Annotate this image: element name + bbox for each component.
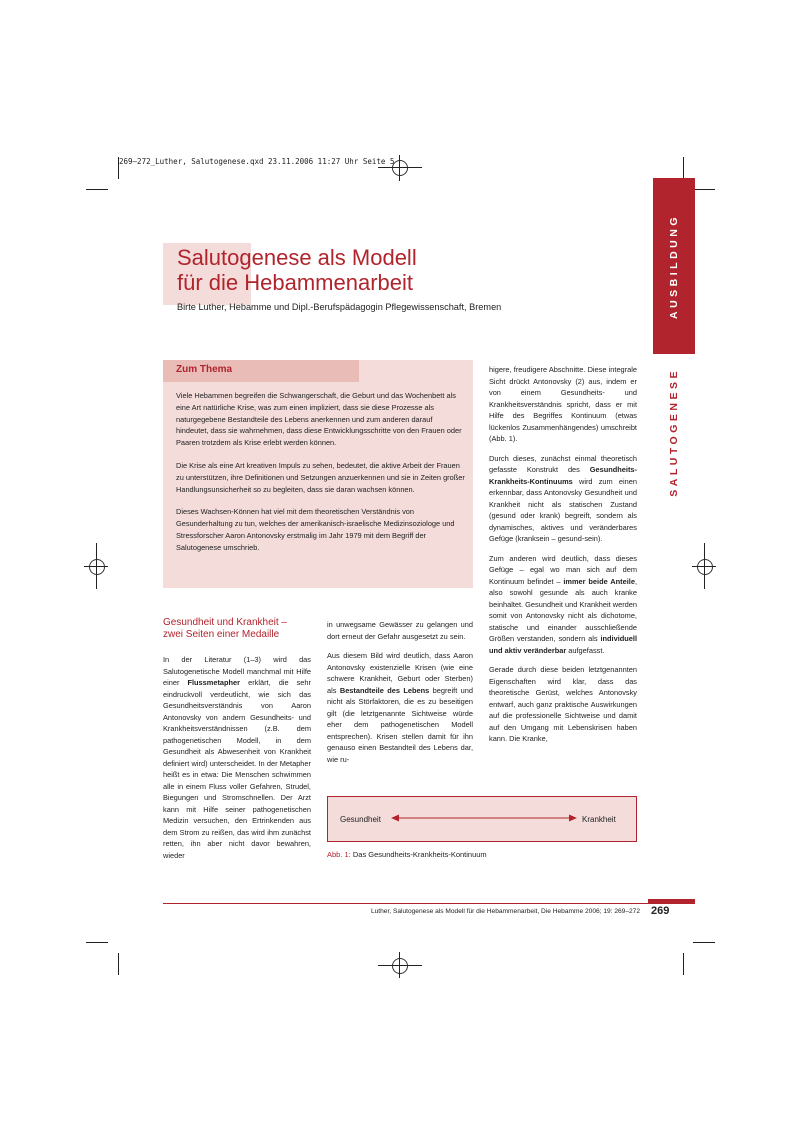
zum-thema-body bbox=[176, 390, 466, 565]
zum-thema-heading: Zum Thema bbox=[176, 364, 233, 375]
article-title bbox=[177, 245, 417, 295]
text-run: wird zum einen erkennbar, dass Antonovsky Gesundheit und Krankheit nicht als statischen Zustand (gesund oder krank) begreift, sondern als dynamisches, aktives und veränderbares Gefüge (kranksein – gesund-sein). bbox=[489, 476, 637, 543]
bold-term: Gesundheits-Krankheits-Kontinuums bbox=[489, 465, 637, 486]
zum-thema-paragraph: Die Krise als eine Art kreativen Impuls zu sehen, bedeutet, die aktive Arbeit der Frauen zu unterstützen, ihre Definitionen und Setzungen anzuerkennen und sie in Zeiten großer Handlungsunsicherheit so zu begleiten, dass sie daran wachsen können. bbox=[176, 460, 465, 494]
zum-thema-box bbox=[163, 360, 473, 588]
bold-term: individuell und aktiv veränderbar bbox=[489, 634, 637, 655]
body-paragraph: Gerade durch diese beiden letztgenannten Eigenschaften wird klar, dass das theoretische Gerüst, welches Antonovsky entwarf, auch ganz praktische Auswirkungen auf die professionelle Sichtweise und damit auf den Umgang mit Lebenskrisen haben kann. Die Kranke, bbox=[489, 665, 637, 743]
print-slug: 269–272_Luther, Salutogenese.qxd 23.11.2006 11:27 Uhr Seite 5 bbox=[119, 157, 395, 166]
text-run: begreift und nicht als Störfaktoren, die es zu beseitigen gilt (die letztgenannte Sichtweise würde eher dem pathogenetischen Modell entsprechen). Krisen stellen damit für ihn genauso einen Bestandteil des Lebens dar, wie ru- bbox=[327, 685, 473, 764]
section-heading bbox=[163, 617, 323, 641]
body-column-3 bbox=[489, 364, 637, 753]
tab-label-ausbildung: AUSBILDUNG bbox=[668, 213, 680, 319]
zum-thema-header bbox=[163, 360, 359, 382]
bold-term: Flussmetapher bbox=[187, 678, 241, 687]
text-run: Aus diesem Bild wird deutlich, dass Aaron Antonovsky existenzielle Krisen (wie eine schwere Krankheit, Geburt oder Sterben) als bbox=[327, 651, 473, 695]
double-arrow-icon bbox=[391, 811, 577, 825]
text-run: aufgefasst. bbox=[566, 645, 605, 655]
zum-thema-paragraph: Viele Hebammen begreifen die Schwangerschaft, die Geburt und das Wochenbett als eine Art natürliche Krise, was zum einen impliziert, dass sie diese Prozesse als naturgegebene Bestandteile des Lebens anerkennen und zum anderen darauf hindeutet, dass sie wahrnehmen, dass diese Entwicklungsschritte von den Frauen oder Paaren trotzdem als Krise erlebt werden können. bbox=[176, 391, 462, 448]
author-byline: Birte Luther, Hebamme und Dipl.-Berufspädagogin Pflegewissenschaft, Bremen bbox=[177, 302, 502, 312]
body-column-1 bbox=[163, 654, 311, 869]
text-run: , also sowohl gesunde als auch kranke beinhaltet. Gesundheit und Krankheit werden somit von Antonovsky nicht als dichotome, statische und einander ausschließende Größen verstanden, sondern als bbox=[489, 576, 637, 643]
body-paragraph bbox=[489, 553, 637, 657]
text-run: Zum anderen wird deutlich, dass dieses Gefüge – egal wo man sich auf dem Kontinuum befindet – bbox=[489, 553, 637, 586]
bold-term: Bestandteile des Lebens bbox=[339, 685, 430, 695]
body-column-2 bbox=[327, 619, 473, 773]
figure-caption bbox=[327, 850, 487, 859]
title-line-2: für die Hebammenarbeit bbox=[177, 270, 414, 295]
footer-rule bbox=[163, 903, 695, 904]
body-paragraph: higere, freudigere Abschnitte. Diese integrale Sicht drückt Antonovsky (2) aus, indem er von einem Gesundheits- und Krankheitsverständnis spricht, dass er mit Hilfe des Begriffes Kontinuum (etwas lückenlos Zusammenhängendes) umschreibt (Abb. 1). bbox=[489, 365, 637, 443]
footer-accent-block bbox=[648, 899, 695, 904]
title-line-1: Salutogenese als Modell bbox=[177, 245, 417, 270]
body-paragraph bbox=[163, 654, 311, 861]
body-paragraph bbox=[489, 453, 637, 545]
section-tab-salutogenese bbox=[653, 365, 695, 500]
text-run: Durch dieses, zunächst einmal theoretisch gefasste Konstrukt des bbox=[489, 453, 637, 474]
footer-citation: Luther, Salutogenese als Modell für die Hebammenarbeit, Die Hebamme 2006; 19: 269–272 bbox=[370, 908, 640, 915]
section-heading-line-2: zwei Seiten einer Medaille bbox=[163, 629, 280, 640]
caption-label: Abb. 1: bbox=[327, 850, 351, 859]
bold-term: immer beide Anteile bbox=[563, 576, 635, 586]
body-paragraph: in unwegsame Gewässer zu gelangen und dort erneut der Gefahr ausgesetzt zu sein. bbox=[327, 620, 473, 641]
section-heading-line-1: Gesundheit und Krankheit – bbox=[163, 617, 287, 628]
text-run: In der Literatur (1–3) wird das Salutogenetische Modell manchmal mit Hilfe einer bbox=[163, 655, 311, 687]
tab-label-salutogenese: SALUTOGENESE bbox=[668, 368, 680, 497]
caption-text: Das Gesundheits-Krankheits-Kontinuum bbox=[350, 850, 487, 859]
figure-label-krankheit: Krankheit bbox=[582, 815, 616, 824]
zum-thema-paragraph: Dieses Wachsen-Können hat viel mit dem theoretischen Verständnis von Gesunderhaltung zu tun, welches der amerikanisch-israelische Medizinsoziologe und Stressforscher Aaron Antonovsky erstmalig im Jahr 1979 mit dem Begriff der Salutogenese umschrieb. bbox=[176, 507, 455, 552]
section-tab-ausbildung bbox=[653, 178, 695, 354]
page-number: 269 bbox=[651, 905, 670, 917]
figure-label-gesundheit: Gesundheit bbox=[340, 815, 381, 824]
body-paragraph bbox=[327, 650, 473, 765]
text-run: erklärt, die sehr eindruckvoll verdeutlicht, wie sich das Gesundheitsverständnis von Aaron Antonovsky von andern Gesundheits- und Krankheitsverständnissen (z.B. dem pathogenetischen Modell, in dem Gesundheit als Abwesenheit von Krankheit definiert wird) unterscheidet. In der Metapher heißt es in etwa: Die Menschen schwimmen alle in einem Fluss voller Gefahren, Strudel, Biegungen und Stromschnellen. Der Arzt kann mit Hilfe seiner pathogenetischen Medizin versuchen, den Ertrinkenden aus dem Strom zu reißen, das wird ihm zunächst retten, ihn aber nicht davor bewahren, wieder bbox=[163, 678, 311, 860]
